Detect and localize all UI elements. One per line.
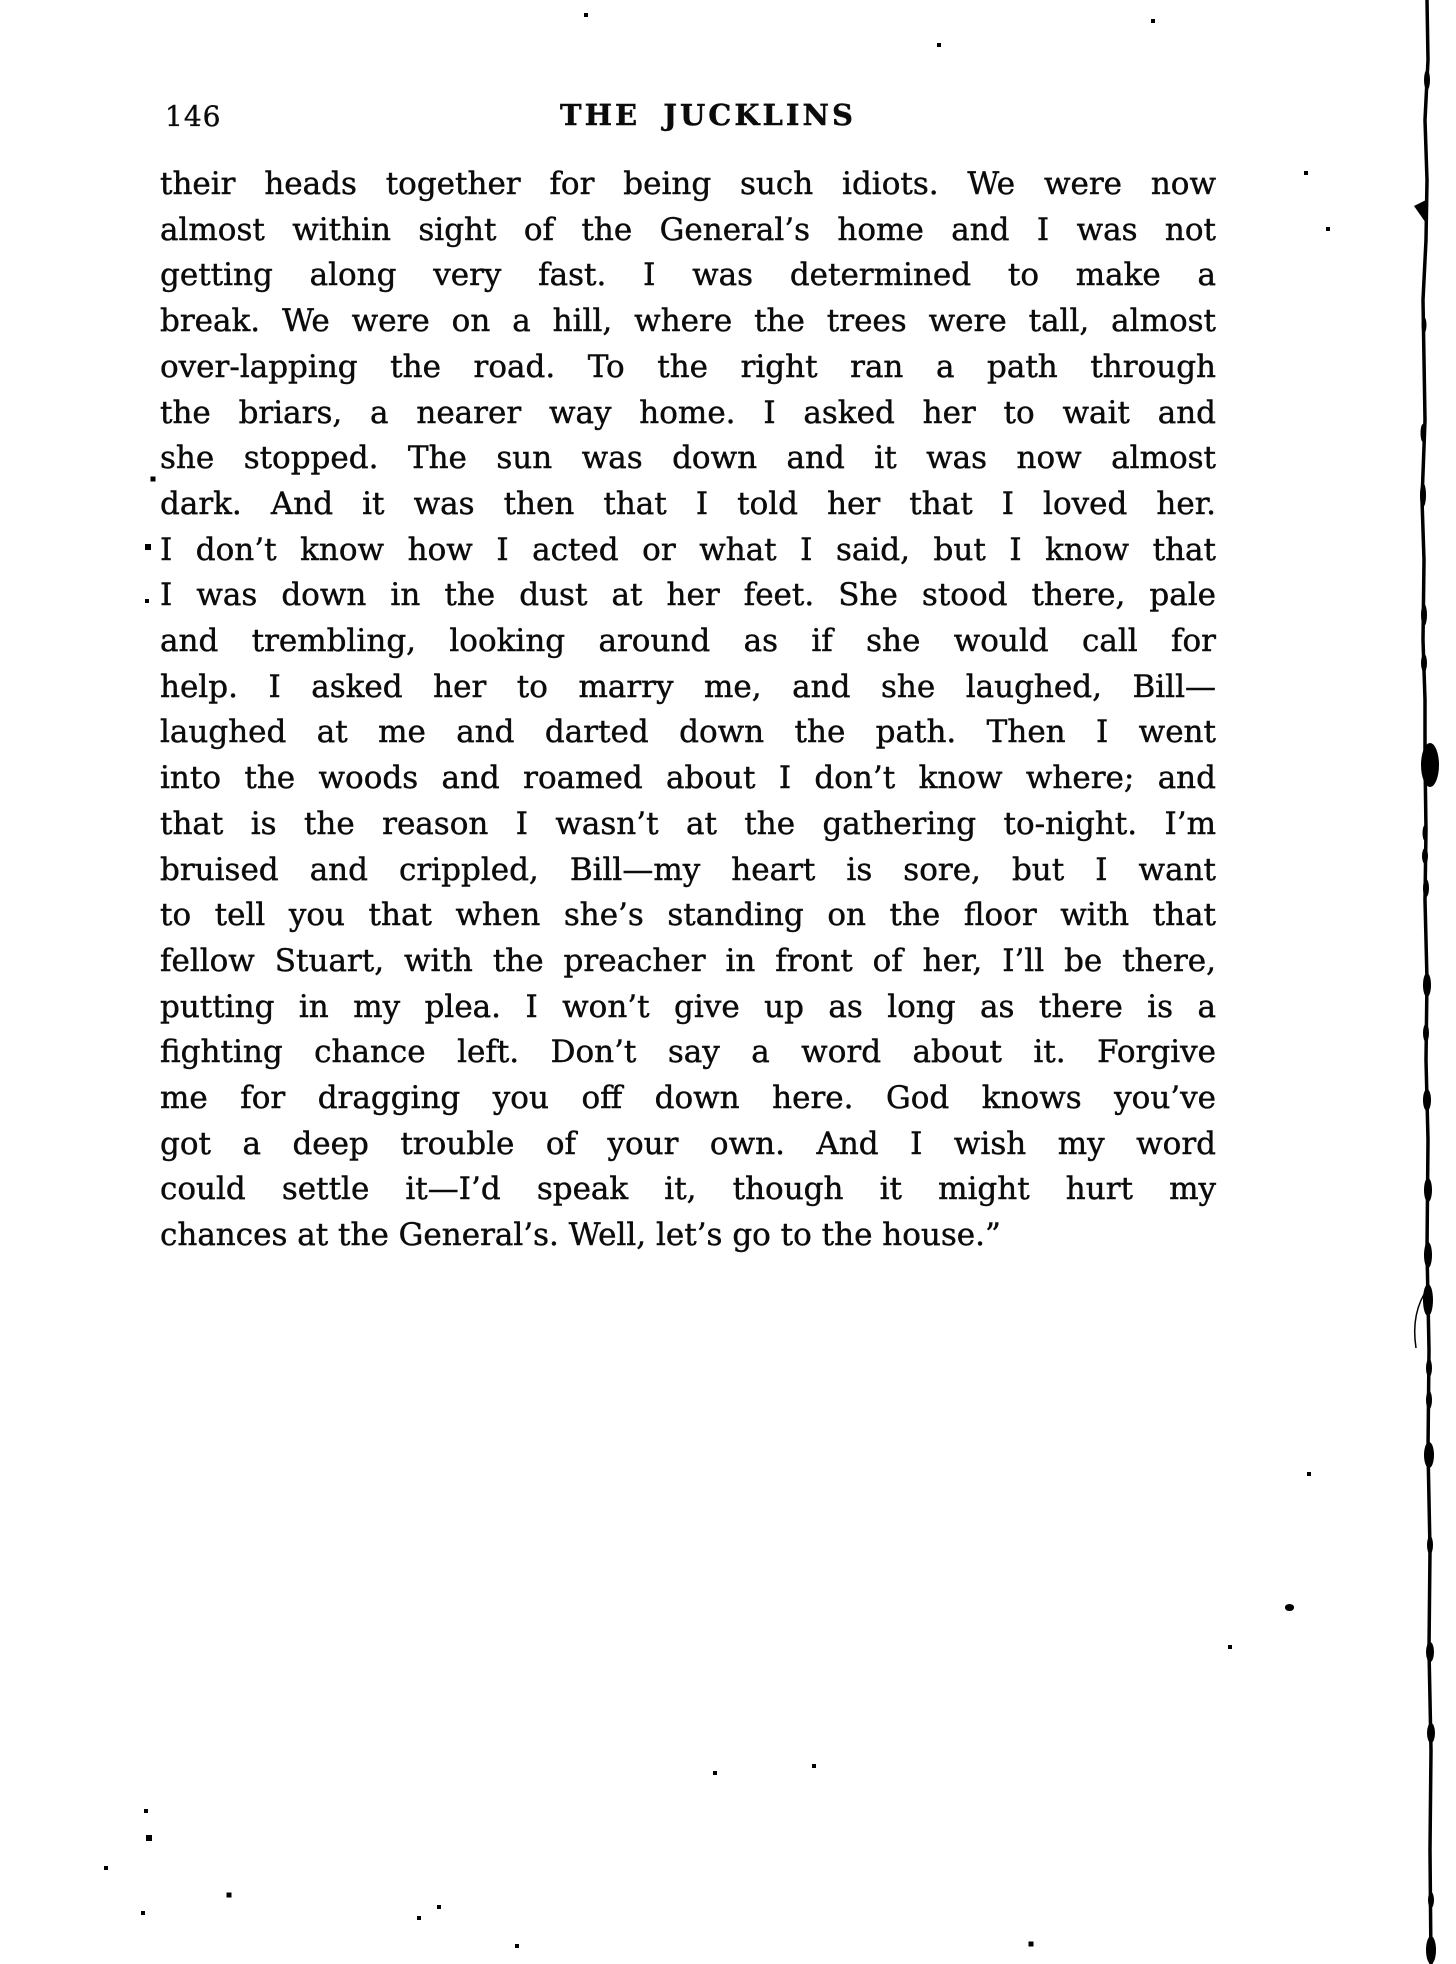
text-line: she stopped. The sun was down and it was now almost [160,440,1216,477]
text-line: and trembling, looking around as if she would call for [160,623,1216,660]
text-line: me for dragging you off down here. God knows you’ve [160,1080,1216,1117]
page-number: 146 [165,100,222,133]
ink-dot [1285,1604,1294,1611]
text-line: fellow Stuart, with the preacher in front of her, I’ll be there, [160,942,1216,979]
text-line: fighting chance left. Don’t say a word about it. Forgive [160,1034,1216,1071]
text-line: into the woods and roamed about I don’t know where; and [160,760,1216,797]
text-line: to tell you that when she’s standing on the floor with that [160,897,1216,934]
running-title: THE JUCKLINS [560,98,856,132]
text-line: their heads together for being such idiots. We were now [160,166,1216,202]
text-line: bruised and crippled, Bill—my heart is sore, but I want [160,851,1216,888]
text-line: could settle it—I’d speak it, though it might hurt my [160,1171,1216,1208]
text-line: break. We were on a hill, where the trees were tall, almost [160,303,1216,340]
text-line: almost within sight of the General’s home and I was not [160,211,1216,248]
text-line: I was down in the dust at her feet. She stood there, pale [160,577,1216,614]
text-line: I don’t know how I acted or what I said, but I know that [160,531,1216,568]
binding-edge-artifact [1408,0,1456,1964]
text-line: laughed at me and darted down the path. Then I went [160,714,1216,751]
text-line: putting in my plea. I won’t give up as long as there is a [160,988,1216,1025]
text-line: getting along very fast. I was determined to make a [160,257,1216,294]
text-line: the briars, a nearer way home. I asked her to wait and [160,394,1216,431]
scan-specks [0,0,2,2]
text-line: dark. And it was then that I told her that I loved her. [160,485,1216,522]
text-line: got a deep trouble of your own. And I wish my word [160,1125,1216,1162]
text-line: that is the reason I wasn’t at the gathering to-night. I’m [160,805,1216,842]
paragraph [160,162,1216,1259]
text-line: help. I asked her to marry me, and she laughed, Bill— [160,668,1216,705]
text-line: over-lapping the road. To the right ran a path through [160,348,1216,385]
text-line: chances at the General’s. Well, let’s go to the house.” [160,1217,1001,1254]
